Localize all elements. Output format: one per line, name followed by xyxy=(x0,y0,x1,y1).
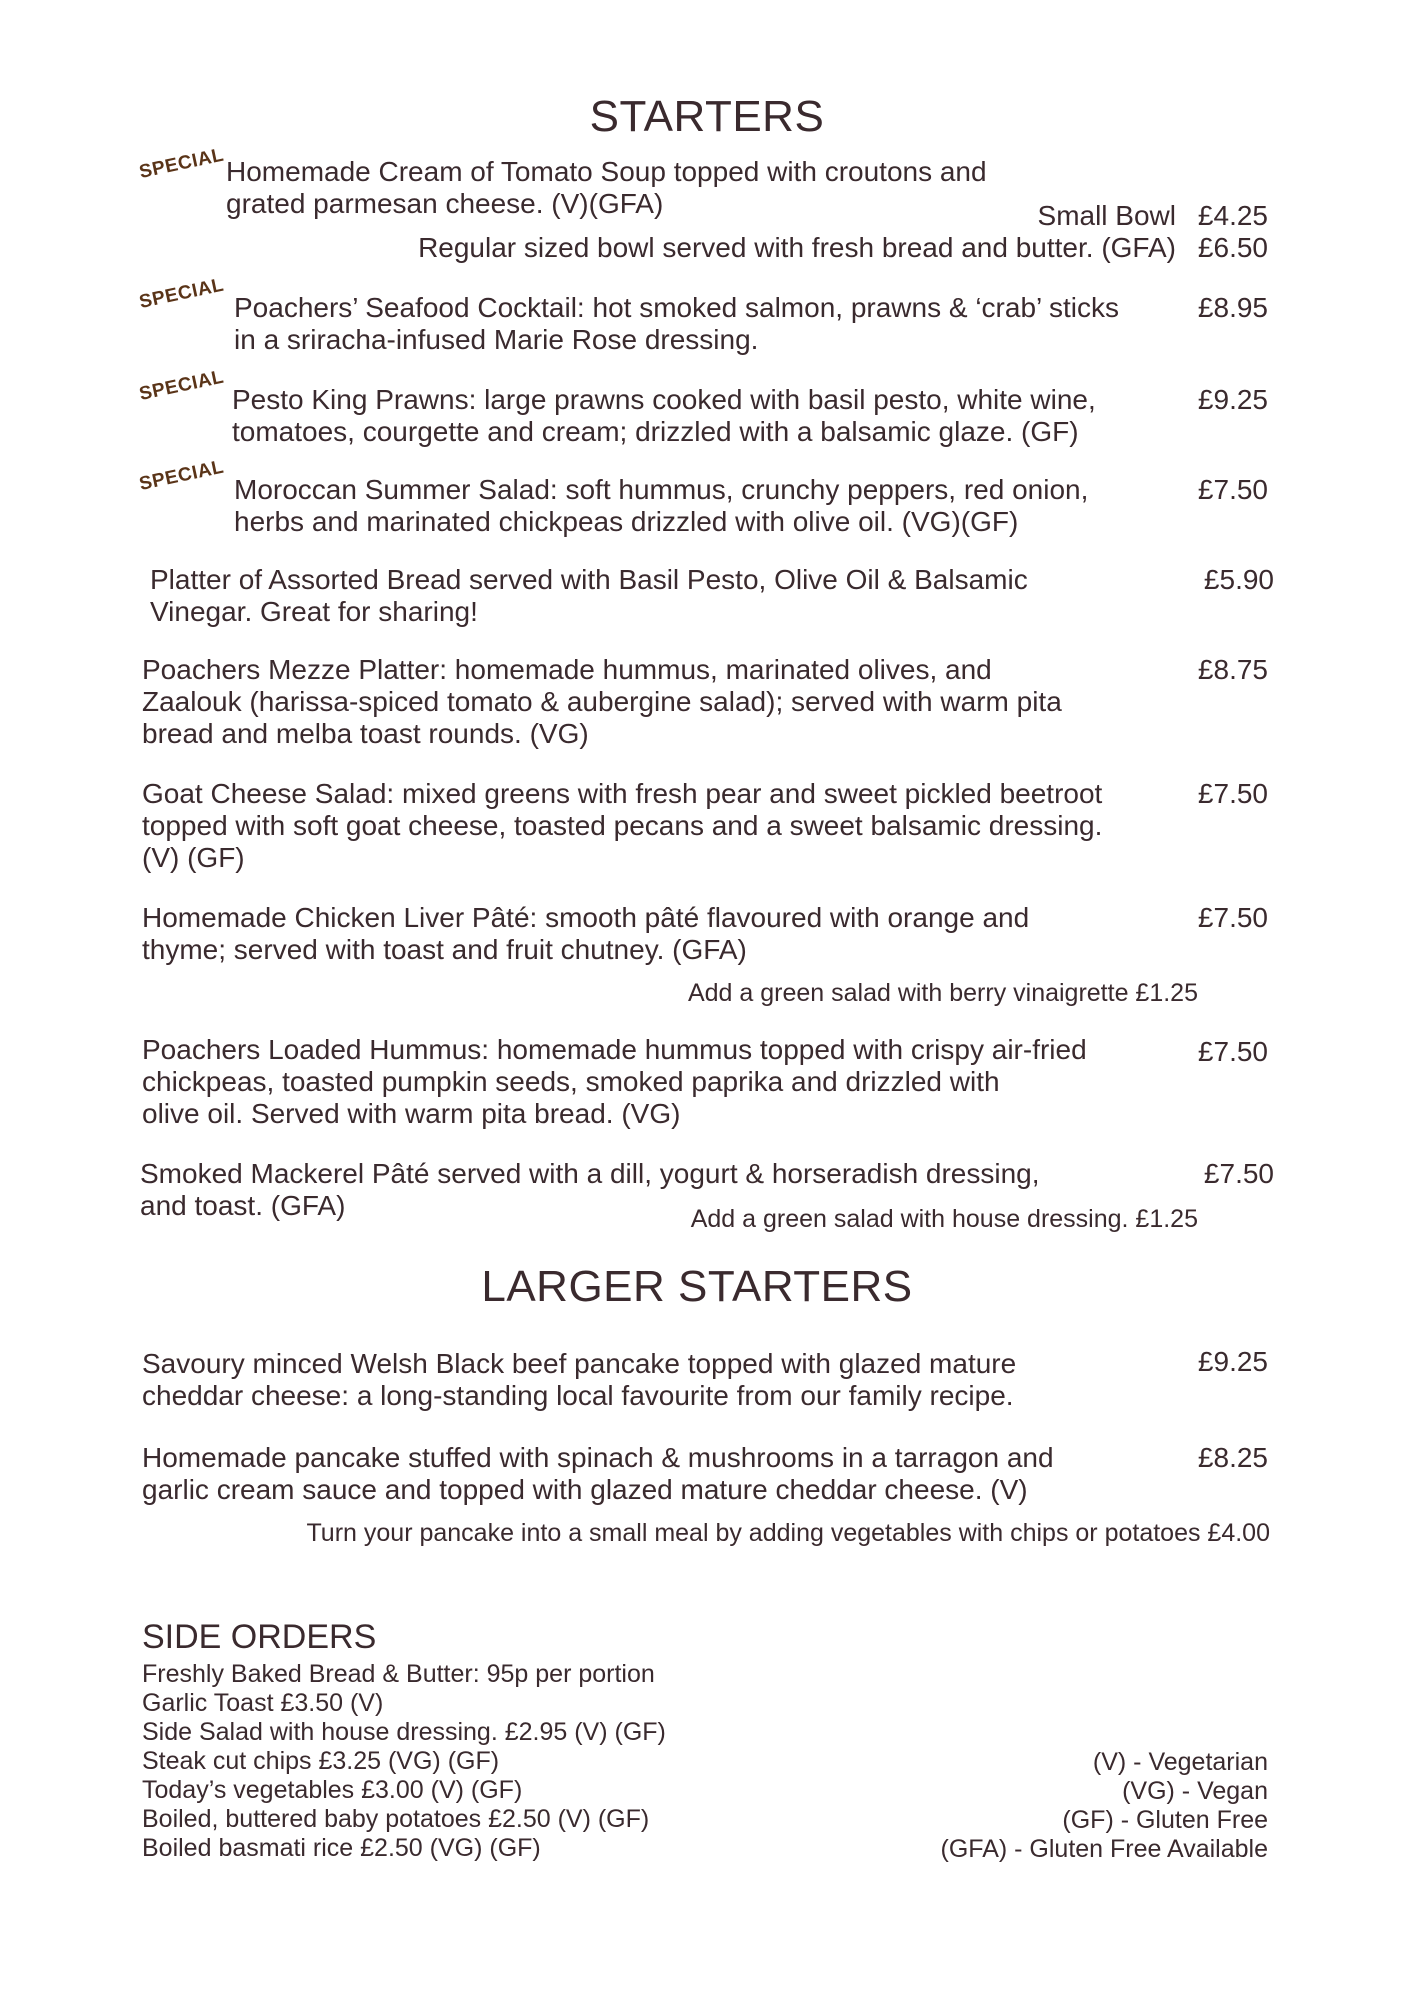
addon-note: Add a green salad with house dressing. £1.25 xyxy=(690,1205,1198,1233)
price: £7.50 xyxy=(1203,1158,1274,1189)
price: £8.75 xyxy=(1197,654,1268,685)
menu-item-chicken-liver-pate xyxy=(142,902,1029,966)
menu-item-seafood-cocktail xyxy=(234,292,1119,356)
list-item: Steak cut chips £3.25 (VG) (GF) xyxy=(142,1747,500,1775)
item-line: and toast. (GFA) xyxy=(140,1190,346,1221)
list-item: Today’s vegetables £3.00 (V) (GF) xyxy=(142,1776,523,1804)
menu-item-tomato-soup xyxy=(226,156,987,220)
price: £6.50 xyxy=(1197,232,1268,263)
item-line: cheddar cheese: a long-standing local favourite from our family recipe. xyxy=(142,1380,1014,1411)
item-line: Poachers’ Seafood Cocktail: hot smoked salmon, prawns & ‘crab’ sticks xyxy=(234,292,1119,323)
menu-item-spinach-pancake xyxy=(142,1442,1054,1506)
regular-bowl-label: Regular sized bowl served with fresh bread and butter. (GFA) xyxy=(418,232,1176,263)
menu-item-bread-platter xyxy=(150,564,1028,628)
special-tag: SPECIAL xyxy=(137,144,226,184)
item-line: (V) (GF) xyxy=(142,842,245,873)
side-orders-list xyxy=(142,1660,666,1863)
starters-heading: STARTERS xyxy=(589,92,825,141)
item-line: olive oil. Served with warm pita bread. (VG) xyxy=(142,1098,681,1129)
price: £7.50 xyxy=(1197,474,1268,505)
key-item: (GFA) - Gluten Free Available xyxy=(940,1835,1268,1863)
item-line: Savoury minced Welsh Black beef pancake topped with glazed mature xyxy=(142,1348,1017,1379)
item-line: Platter of Assorted Bread served with Basil Pesto, Olive Oil & Balsamic xyxy=(150,564,1028,595)
side-orders-heading: SIDE ORDERS xyxy=(142,1618,377,1656)
item-line: Zaalouk (harissa-spiced tomato & aubergine salad); served with warm pita xyxy=(142,686,1062,717)
special-tag: SPECIAL xyxy=(137,456,226,496)
item-line: Smoked Mackerel Pâté served with a dill, yogurt & horseradish dressing, xyxy=(140,1158,1040,1189)
item-line: Homemade Chicken Liver Pâté: smooth pâté flavoured with orange and xyxy=(142,902,1030,933)
pancake-meal-note: Turn your pancake into a small meal by adding vegetables with chips or potatoes £4.00 xyxy=(306,1519,1270,1547)
list-item: Boiled basmati rice £2.50 (VG) (GF) xyxy=(142,1834,541,1862)
item-line: chickpeas, toasted pumpkin seeds, smoked paprika and drizzled with xyxy=(142,1066,1000,1097)
special-tag: SPECIAL xyxy=(137,366,226,406)
item-line: garlic cream sauce and topped with glazed mature cheddar cheese. (V) xyxy=(142,1474,1028,1505)
small-bowl-label: Small Bowl xyxy=(1037,200,1176,231)
item-line: Poachers Mezze Platter: homemade hummus, marinated olives, and xyxy=(142,654,992,685)
item-line: grated parmesan cheese. (V)(GFA) xyxy=(226,188,664,219)
price: £4.25 xyxy=(1197,200,1268,231)
list-item: Garlic Toast £3.50 (V) xyxy=(142,1689,384,1717)
key-item: (GF) - Gluten Free xyxy=(1062,1806,1268,1834)
item-line: in a sriracha-infused Marie Rose dressing. xyxy=(234,324,759,355)
item-line: herbs and marinated chickpeas drizzled with olive oil. (VG)(GF) xyxy=(234,506,1019,537)
item-line: Goat Cheese Salad: mixed greens with fresh pear and sweet pickled beetroot xyxy=(142,778,1103,809)
larger-starters-heading: LARGER STARTERS xyxy=(481,1262,913,1311)
menu-item-mezze-platter xyxy=(142,654,1062,750)
price: £7.50 xyxy=(1197,1036,1268,1067)
price: £8.25 xyxy=(1197,1442,1268,1473)
item-line: bread and melba toast rounds. (VG) xyxy=(142,718,589,749)
special-tag: SPECIAL xyxy=(137,274,226,314)
list-item: Boiled, buttered baby potatoes £2.50 (V) (GF) xyxy=(142,1805,650,1833)
price: £7.50 xyxy=(1197,778,1268,809)
item-line: Poachers Loaded Hummus: homemade hummus topped with crispy air-fried xyxy=(142,1034,1087,1065)
addon-note: Add a green salad with berry vinaigrette £1.25 xyxy=(687,979,1198,1007)
price: £5.90 xyxy=(1203,564,1274,595)
menu-item-loaded-hummus xyxy=(142,1034,1087,1130)
price: £9.25 xyxy=(1197,384,1268,415)
list-item: Side Salad with house dressing. £2.95 (V) (GF) xyxy=(142,1718,666,1746)
menu-item-moroccan-salad xyxy=(234,474,1088,538)
price: £9.25 xyxy=(1197,1346,1268,1377)
menu-item-goat-cheese-salad xyxy=(142,778,1102,874)
key-item: (V) - Vegetarian xyxy=(1092,1748,1268,1776)
key-item: (VG) - Vegan xyxy=(1122,1777,1268,1805)
item-line: thyme; served with toast and fruit chutney. (GFA) xyxy=(142,934,747,965)
item-line: Homemade Cream of Tomato Soup topped with croutons and xyxy=(226,156,987,187)
item-line: Moroccan Summer Salad: soft hummus, crunchy peppers, red onion, xyxy=(234,474,1089,505)
item-line: topped with soft goat cheese, toasted pecans and a sweet balsamic dressing. xyxy=(142,810,1103,841)
price: £8.95 xyxy=(1197,292,1268,323)
price: £7.50 xyxy=(1197,902,1268,933)
item-line: tomatoes, courgette and cream; drizzled with a balsamic glaze. (GF) xyxy=(232,416,1079,447)
item-line: Homemade pancake stuffed with spinach & mushrooms in a tarragon and xyxy=(142,1442,1054,1473)
list-item: Freshly Baked Bread & Butter: 95p per portion xyxy=(142,1660,655,1688)
item-line: Pesto King Prawns: large prawns cooked with basil pesto, white wine, xyxy=(232,384,1096,415)
menu-item-pesto-prawns xyxy=(232,384,1096,448)
dietary-key xyxy=(941,1748,1268,1864)
menu-item-beef-pancake xyxy=(142,1348,1016,1412)
item-line: Vinegar. Great for sharing! xyxy=(150,596,478,627)
